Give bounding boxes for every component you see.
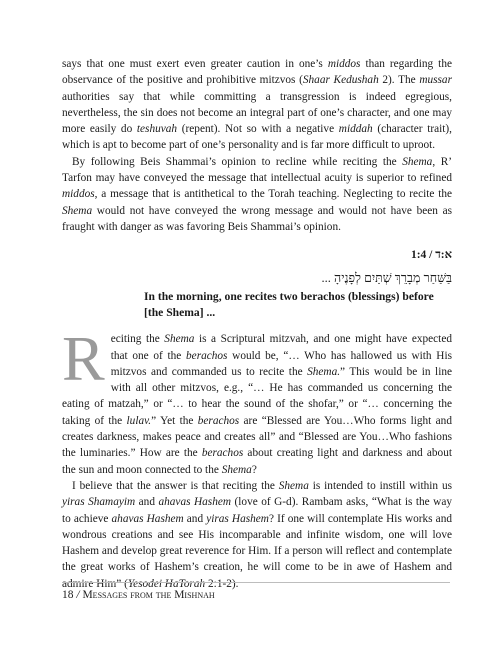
quote-translation: In the morning, one recites two berachos (blessings) before [the Shema] ... <box>144 290 434 320</box>
drop-cap: R <box>62 323 105 395</box>
page-body <box>62 56 452 592</box>
footer-divider <box>62 582 450 583</box>
paragraph-3: Reciting the Shema is a Scriptural mitzvah, and one might have expected that one of the berachos would be, “… Who has hallowed us with His mitzvos and commanded us to recite the Shema.” This would be in line with all other mitzvos, e.g., “… He has commanded us concerning the eating of matzah,” or “… to hear the sound of the shofar,” or “… concerning the taking of the lulav.” Yet the berachos are “Blessed are You…Who forms light and creates darkness, makes peace and creates all” and “Blessed are You…Who fashions the luminaries.” How are the berachos about creating light and darkness and about the sun and moon connected to the Shema? <box>62 323 452 476</box>
mishnah-reference: 1:4 / א:ד <box>410 249 452 262</box>
paragraph-4: I believe that the answer is that reciting the Shema is intended to instill within us yiras Shamayim and ahavas Hashem (love of G-d). Rambam asks, “What is the way to achieve ahavas Hashem and yiras Hashem? If one will contemplate His works and wondrous creations and see His incomparable and infinite wisdom, one will love Hashem and develop great reverence for Him. If a person will reflect and contemplate the great works of Hashem’s creation, he will come to be in awe of Hashem and admire Him” (Yesodei HaTorah 2:1-2). <box>62 479 452 590</box>
page-number: 18 <box>62 589 74 601</box>
footer-separator: / <box>73 589 83 601</box>
page-footer <box>62 582 450 601</box>
paragraph-2: By following Beis Shammai’s opinion to recline while reciting the Shema, R’ Tarfon may have conveyed the message that intellectual acuity is superior to refined middos, a message that is antithetical to the Torah teaching. Neglecting to recite the Shema would not have conveyed the wrong message and would not have been as fraught with danger as was favoring Beis Shammai’s opinion. <box>62 155 452 233</box>
paragraph-1: says that one must exert even greater caution in one’s middos than regarding the observance of the positive and prohibitive mitzvos (Shaar Kedushah 2). The mussar authorities say that while committing a transgression is indeed egregious, nevertheless, the sin does not become an integral part of one’s character, and one may more easily do teshuvah (repent). Not so with a negative middah (character trait), which is apt to become part of one’s personality and is far more difficult to uproot. <box>62 58 452 152</box>
footer-text <box>62 589 450 601</box>
book-title: Messages from the Mishnah <box>82 589 215 601</box>
hebrew-quote: בַּשַּׁחַר מְבָרֵךְ שְׁתַּיִם לְפָנֶיהָ ... <box>321 271 452 286</box>
